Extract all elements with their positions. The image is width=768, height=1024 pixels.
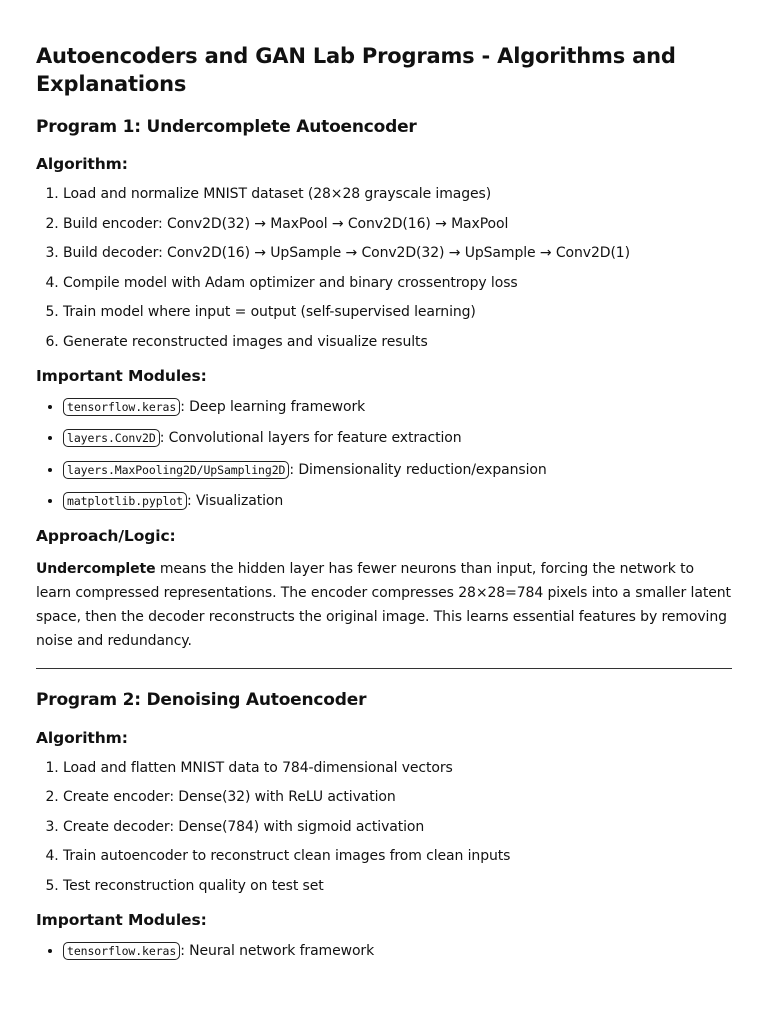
program-1-modules-list: [36, 397, 732, 511]
module-description: : Visualization: [187, 492, 284, 509]
module-description: : Deep learning framework: [180, 398, 366, 415]
program-1-modules-heading: Important Modules:: [36, 366, 207, 385]
program-2-heading: Program 2: Denoising Autoencoder: [36, 689, 367, 710]
algorithm-step: 2. Create encoder: Dense(32) with ReLU activation: [63, 788, 732, 806]
module-item: [63, 460, 732, 480]
module-code: layers.Conv2D: [63, 429, 160, 447]
algorithm-step: 1. Load and normalize MNIST dataset (28×28 grayscale images): [63, 185, 732, 203]
section-divider: [36, 668, 732, 669]
program-2-modules-heading: Important Modules:: [36, 911, 207, 930]
algorithm-step: 2. Build encoder: Conv2D(32) → MaxPool → Conv2D(16) → MaxPool: [63, 215, 732, 233]
algorithm-step: 4. Compile model with Adam optimizer and binary crossentropy loss: [63, 274, 732, 292]
algorithm-step: 3. Create decoder: Dense(784) with sigmoid activation: [63, 818, 732, 836]
module-code: tensorflow.keras: [63, 942, 180, 960]
program-1-algorithm-list: [36, 185, 732, 351]
module-description: : Convolutional layers for feature extraction: [159, 430, 462, 447]
program-2-algorithm-heading: Algorithm:: [36, 728, 128, 747]
program-1-algorithm-heading: Algorithm:: [36, 155, 128, 173]
module-item: [63, 941, 732, 961]
module-item: [63, 491, 732, 511]
page-title: Autoencoders and GAN Lab Programs - Algorithms and Explanations: [36, 44, 676, 96]
module-code: matplotlib.pyplot: [63, 492, 187, 510]
module-code: layers.MaxPooling2D/UpSampling2D: [63, 461, 289, 479]
program-2-modules-list: [36, 941, 732, 961]
algorithm-step: 1. Load and flatten MNIST data to 784-dimensional vectors: [63, 759, 732, 777]
module-item: [63, 397, 732, 417]
program-1-section: [36, 116, 732, 654]
program-1-approach-heading: Approach/Logic:: [36, 526, 176, 545]
approach-description: means the hidden layer has fewer neurons than input, forcing the network to learn compressed representations. The encoder compresses 28×28=784 pixels into a smaller latent space, then the decoder reconstructs the original image. This learns essential features by removing noise and redundancy.: [36, 560, 731, 650]
program-1-approach-text: [36, 557, 732, 654]
module-code: tensorflow.keras: [63, 398, 180, 416]
module-description: : Dimensionality reduction/expansion: [289, 461, 547, 478]
module-description: : Neural network framework: [180, 943, 375, 960]
program-1-heading: Program 1: Undercomplete Autoencoder: [36, 117, 417, 137]
algorithm-step: 5. Test reconstruction quality on test set: [63, 877, 732, 895]
program-2-algorithm-list: [36, 759, 732, 895]
algorithm-step: 4. Train autoencoder to reconstruct clean images from clean inputs: [63, 847, 732, 865]
program-2-section: [36, 689, 732, 961]
algorithm-step: 5. Train model where input = output (self-supervised learning): [63, 303, 732, 321]
algorithm-step: 6. Generate reconstructed images and visualize results: [63, 333, 732, 351]
algorithm-step: 3. Build decoder: Conv2D(16) → UpSample → Conv2D(32) → UpSample → Conv2D(1): [63, 244, 732, 262]
approach-bold-term: Undercomplete: [36, 560, 156, 577]
module-item: [63, 428, 732, 448]
